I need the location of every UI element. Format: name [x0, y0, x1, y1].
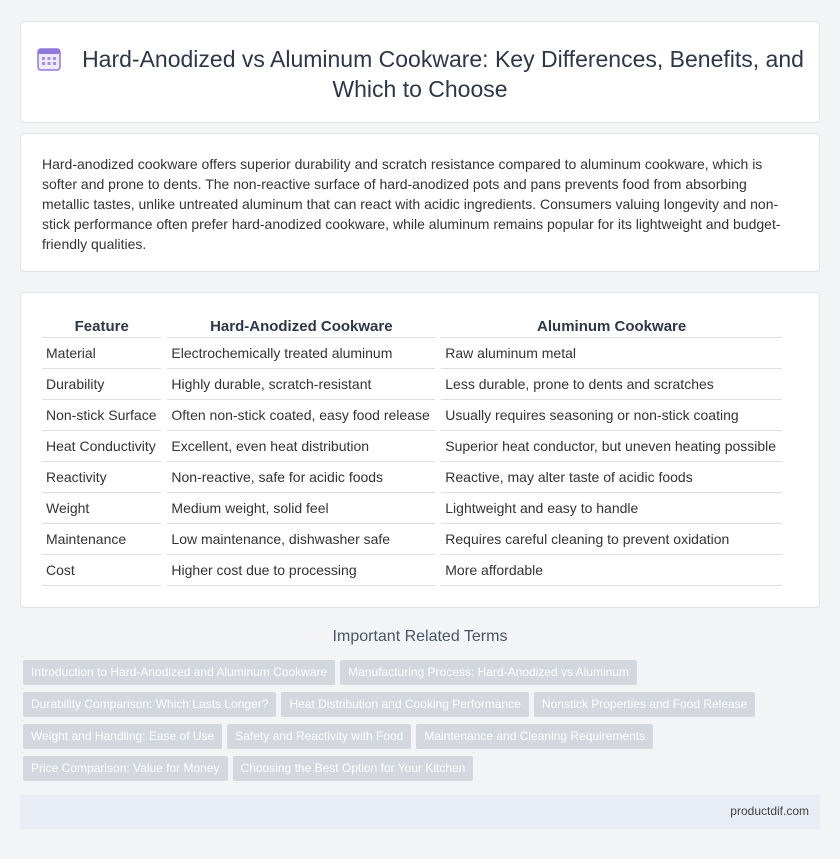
- table-cell: Reactive, may alter taste of acidic foods: [441, 462, 782, 493]
- page-title: [21, 44, 819, 104]
- intro-paragraph: Hard-anodized cookware offers superior durability and scratch resistance compared to aluminum cookware, which is softer and prone to dents. The non-reactive surface of hard-anodized pots and pans prevents food from absorbing metallic tastes, unlike untreated aluminum that can react with acidic ingredients. Consumers valuing longevity and non-stick performance often prefer hard-anodized cookware, while aluminum remains popular for its lightweight and budget-friendly qualities.: [42, 156, 781, 252]
- related-term-tag[interactable]: Heat Distribution and Cooking Performance: [281, 692, 528, 717]
- table-row: [42, 493, 782, 524]
- table-row: [42, 400, 782, 431]
- table-cell: Heat Conductivity: [42, 431, 161, 462]
- page-title-text: Hard-Anodized vs Aluminum Cookware: Key Differences, Benefits, and Which to Choose: [82, 46, 804, 102]
- tag-row: [23, 724, 803, 756]
- tag-row: [23, 756, 803, 788]
- related-term-tag[interactable]: Introduction to Hard-Anodized and Aluminum Cookware: [23, 660, 335, 685]
- tag-row: [23, 660, 803, 692]
- table-cell: Lightweight and easy to handle: [441, 493, 782, 524]
- tag-row: [23, 692, 803, 724]
- table-cell: Material: [42, 338, 161, 369]
- table-row: [42, 555, 782, 586]
- calendar-grid-icon: [36, 46, 62, 72]
- related-term-tag[interactable]: Price Comparison: Value for Money: [23, 756, 228, 781]
- table-cell: Less durable, prone to dents and scratches: [441, 369, 782, 400]
- comparison-table: [36, 316, 788, 586]
- related-term-tag[interactable]: Manufacturing Process: Hard-Anodized vs Aluminum: [340, 660, 637, 685]
- table-cell: Weight: [42, 493, 161, 524]
- header-feature: Feature: [42, 316, 161, 338]
- related-term-tag[interactable]: Weight and Handling: Ease of Use: [23, 724, 222, 749]
- intro-card: [20, 133, 820, 272]
- table-row: [42, 462, 782, 493]
- related-terms-list: [23, 660, 803, 788]
- header-aluminum: Aluminum Cookware: [441, 316, 782, 338]
- header-card: [20, 21, 820, 123]
- table-cell: Often non-stick coated, easy food release: [167, 400, 435, 431]
- table-row: [42, 524, 782, 555]
- table-row: [42, 338, 782, 369]
- footer-site-link[interactable]: productdif.com: [730, 804, 809, 818]
- related-term-tag[interactable]: Durability Comparison: Which Lasts Longer?: [23, 692, 276, 717]
- table-cell: Raw aluminum metal: [441, 338, 782, 369]
- table-cell: More affordable: [441, 555, 782, 586]
- table-header-row: [42, 316, 782, 338]
- table-cell: Cost: [42, 555, 161, 586]
- table-cell: Non-stick Surface: [42, 400, 161, 431]
- table-cell: Highly durable, scratch-resistant: [167, 369, 435, 400]
- table-cell: Durability: [42, 369, 161, 400]
- table-cell: Non-reactive, safe for acidic foods: [167, 462, 435, 493]
- comparison-table-card: [20, 292, 820, 608]
- table-cell: Requires careful cleaning to prevent oxidation: [441, 524, 782, 555]
- table-cell: Medium weight, solid feel: [167, 493, 435, 524]
- footer: [20, 795, 820, 829]
- table-cell: Reactivity: [42, 462, 161, 493]
- related-term-tag[interactable]: Nonstick Properties and Food Release: [534, 692, 755, 717]
- table-row: [42, 369, 782, 400]
- header-hard-anodized: Hard-Anodized Cookware: [167, 316, 435, 338]
- related-term-tag[interactable]: Safety and Reactivity with Food: [227, 724, 411, 749]
- table-row: [42, 431, 782, 462]
- related-term-tag[interactable]: Maintenance and Cleaning Requirements: [416, 724, 653, 749]
- table-cell: Higher cost due to processing: [167, 555, 435, 586]
- related-term-tag[interactable]: Choosing the Best Option for Your Kitchen: [233, 756, 474, 781]
- table-cell: Usually requires seasoning or non-stick coating: [441, 400, 782, 431]
- table-cell: Electrochemically treated aluminum: [167, 338, 435, 369]
- table-cell: Maintenance: [42, 524, 161, 555]
- related-terms-heading: Important Related Terms: [332, 628, 508, 645]
- table-cell: Low maintenance, dishwasher safe: [167, 524, 435, 555]
- table-cell: Superior heat conductor, but uneven heating possible: [441, 431, 782, 462]
- table-cell: Excellent, even heat distribution: [167, 431, 435, 462]
